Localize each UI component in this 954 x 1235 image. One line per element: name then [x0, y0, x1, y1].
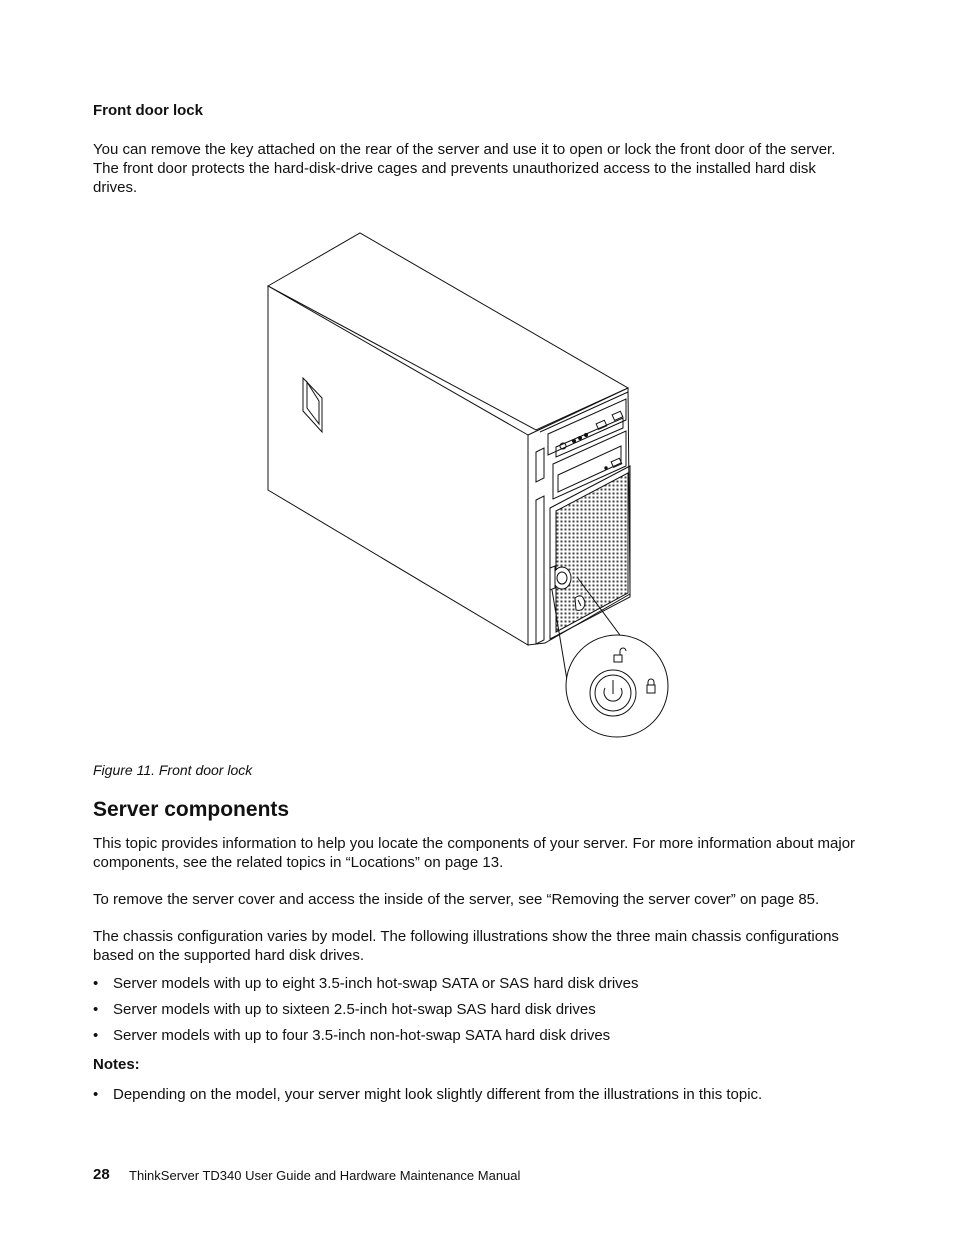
section-heading-front-door-lock: Front door lock [93, 102, 203, 119]
notes-list [93, 1085, 762, 1111]
notes-label: Notes: [93, 1056, 140, 1073]
footer-title: ThinkServer TD340 User Guide and Hardware Maintenance Manual [129, 1168, 521, 1183]
server-front-door-lock-illustration [260, 225, 680, 745]
paragraph-intro: This topic provides information to help you locate the components of your server. For more information about major components, see the related topics in “Locations” on page 13. [93, 835, 856, 871]
paragraph-front-door-lock: You can remove the key attached on the rear of the server and use it to open or lock the front door of the server. The front door protects the hard-disk-drive cages and prevents unauthorized access to the installed hard disk drives. [93, 141, 836, 196]
list-item: • Depending on the model, your server might look slightly different from the illustrations in this topic. [93, 1085, 762, 1111]
figure-caption: Figure 11. Front door lock [93, 762, 253, 778]
list-item: • Server models with up to four 3.5-inch non-hot-swap SATA hard disk drives [93, 1026, 639, 1052]
page-number: 28 [93, 1166, 110, 1183]
section-heading-server-components: Server components [93, 798, 290, 821]
paragraph-chassis: The chassis configuration varies by model. The following illustrations show the three main chassis configurations based on the supported hard disk drives. [93, 928, 839, 964]
list-item: • Server models with up to sixteen 2.5-inch hot-swap SAS hard disk drives [93, 1000, 639, 1026]
chassis-bullet-list [93, 974, 639, 1052]
paragraph-remove-cover: To remove the server cover and access the inside of the server, see “Removing the server cover” on page 85. [93, 891, 820, 908]
list-item: • Server models with up to eight 3.5-inch hot-swap SATA or SAS hard disk drives [93, 974, 639, 1000]
